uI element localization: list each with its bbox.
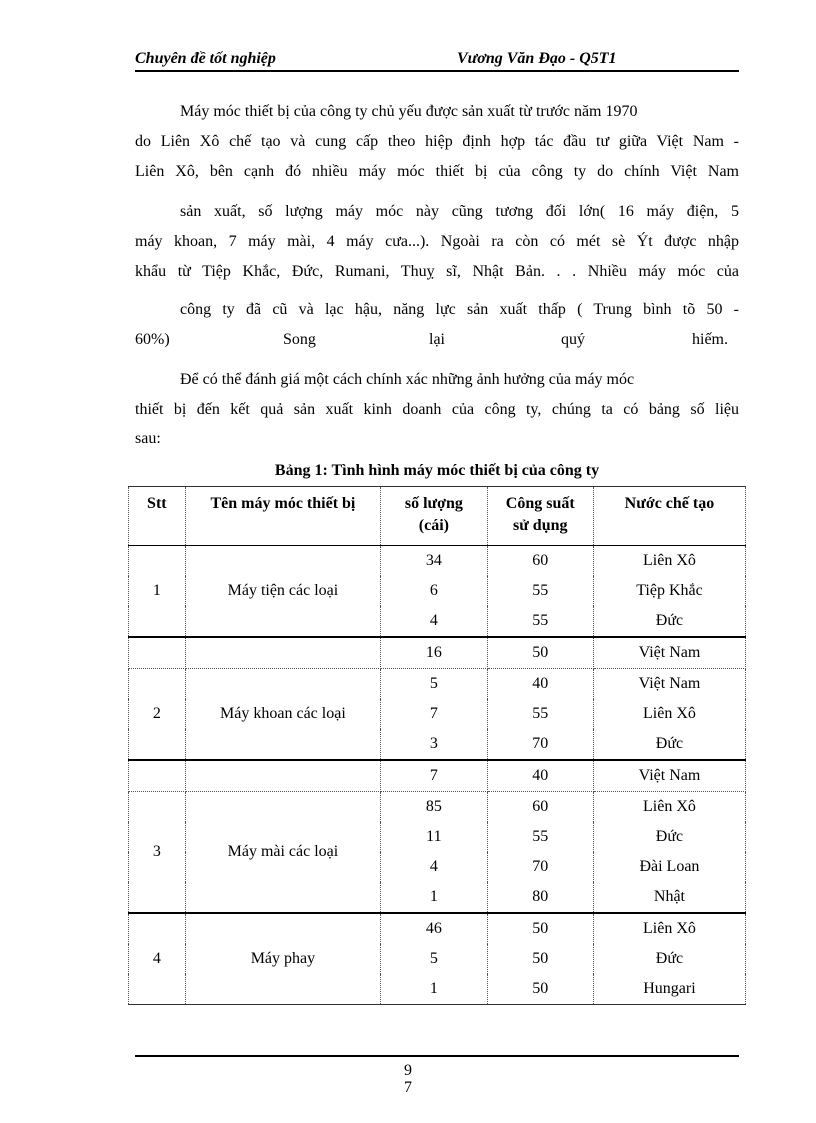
spread-word: hiếm. [692,331,728,348]
header-left-title: Chuyên đề tốt nghiệp [135,50,276,67]
header-name: Tên máy móc thiết bị [185,487,381,546]
cell-stt: 3 [129,792,186,914]
cell-power: 40 [487,669,593,700]
paragraph-line: Để có thể đánh giá một cách chính xác những ảnh hưởng của máy móc [180,371,635,388]
cell-stt: 4 [129,913,186,1005]
cell-stt [129,760,186,792]
header-power: Công suất sử dụng [487,487,593,546]
cell-power: 55 [487,822,593,852]
page-number-bottom: 7 [404,1079,412,1096]
paragraph-line: thiết bị đến kết quả sản xuất kinh doanh của công ty, chúng ta có bảng số liệu [135,401,739,418]
cell-quantity: 5 [381,944,487,974]
paragraph-line: khẩu từ Tiệp Khắc, Đức, Rumani, Thuỵ sĩ, Nhật Bản. . . Nhiều máy móc của [135,263,739,280]
cell-machine-name [185,637,381,669]
cell-stt: 1 [129,546,186,638]
cell-power: 55 [487,576,593,606]
paragraph-line: sau: [135,430,161,447]
cell-origin: Việt Nam [593,760,745,792]
cell-stt: 2 [129,669,186,761]
spread-word: lại [429,331,445,348]
cell-origin: Liên Xô [593,546,745,577]
cell-power: 40 [487,760,593,792]
table-row [129,913,746,944]
cell-quantity: 1 [381,882,487,913]
spread-word: quý [561,331,585,348]
header-author: Vương Văn Đạo - Q5T1 [457,50,617,67]
cell-quantity: 6 [381,576,487,606]
cell-quantity: 7 [381,699,487,729]
cell-quantity: 3 [381,729,487,760]
cell-origin: Nhật [593,882,745,913]
paragraph-line: Liên Xô, bên cạnh đó nhiều máy móc thiết bị của công ty do chính Việt Nam [135,163,739,180]
page-number-top: 9 [404,1062,412,1079]
cell-machine-name: Máy tiện các loại [185,546,381,638]
cell-power: 55 [487,606,593,637]
cell-quantity: 11 [381,822,487,852]
cell-origin: Việt Nam [593,669,745,700]
paragraph-line: sản xuất, số lượng máy móc này cũng tương đối lớn( 16 máy điện, 5 [180,203,739,220]
cell-machine-name: Máy mài các loại [185,792,381,914]
cell-machine-name: Máy khoan các loại [185,669,381,761]
cell-power: 50 [487,637,593,669]
cell-power: 70 [487,852,593,882]
cell-quantity: 4 [381,606,487,637]
paragraph-line: do Liên Xô chế tạo và cung cấp theo hiệp định hợp tác đầu tư giữa Việt Nam - [135,133,739,150]
page-header [135,48,739,72]
table-row [129,669,746,700]
cell-power: 50 [487,974,593,1005]
cell-origin: Đài Loan [593,852,745,882]
cell-quantity: 7 [381,760,487,792]
header-quantity: số lượng (cái) [381,487,487,546]
table-row [129,760,746,792]
cell-quantity: 4 [381,852,487,882]
paragraph-line: Máy móc thiết bị của công ty chủ yếu được sản xuất từ trước năm 1970 [180,103,638,120]
spread-word: 60%) [135,331,170,348]
cell-origin: Liên Xô [593,913,745,944]
cell-origin: Liên Xô [593,699,745,729]
cell-origin: Đức [593,729,745,760]
cell-power: 70 [487,729,593,760]
paragraph-line: máy khoan, 7 máy mài, 4 máy cưa...). Ngoài ra còn có mét sè Ýt được nhập [135,233,739,250]
header-stt: Stt [129,487,186,546]
spread-word: Song [283,331,316,348]
cell-quantity: 46 [381,913,487,944]
cell-power: 50 [487,913,593,944]
cell-origin: Đức [593,944,745,974]
cell-power: 55 [487,699,593,729]
table-caption: Bảng 1: Tình hình máy móc thiết bị của công ty [274,462,600,479]
footer-rule [135,1055,739,1057]
cell-origin: Đức [593,606,745,637]
cell-quantity: 34 [381,546,487,577]
cell-quantity: 16 [381,637,487,669]
cell-origin: Hungari [593,974,745,1005]
cell-quantity: 85 [381,792,487,823]
cell-power: 80 [487,882,593,913]
cell-machine-name: Máy phay [185,913,381,1005]
cell-quantity: 1 [381,974,487,1005]
cell-machine-name [185,760,381,792]
cell-quantity: 5 [381,669,487,700]
table-row [129,546,746,577]
equipment-table [128,486,746,1005]
cell-power: 50 [487,944,593,974]
table-header-row [129,487,746,546]
paragraph-line: công ty đã cũ và lạc hậu, năng lực sản xuất thấp ( Trung bình tõ 50 - [180,301,739,318]
cell-power: 60 [487,546,593,577]
cell-power: 60 [487,792,593,823]
cell-origin: Đức [593,822,745,852]
cell-stt [129,637,186,669]
cell-origin: Liên Xô [593,792,745,823]
table-row [129,792,746,823]
cell-origin: Việt Nam [593,637,745,669]
cell-origin: Tiệp Khắc [593,576,745,606]
header-origin: Nước chế tạo [593,487,745,546]
table-row [129,637,746,669]
